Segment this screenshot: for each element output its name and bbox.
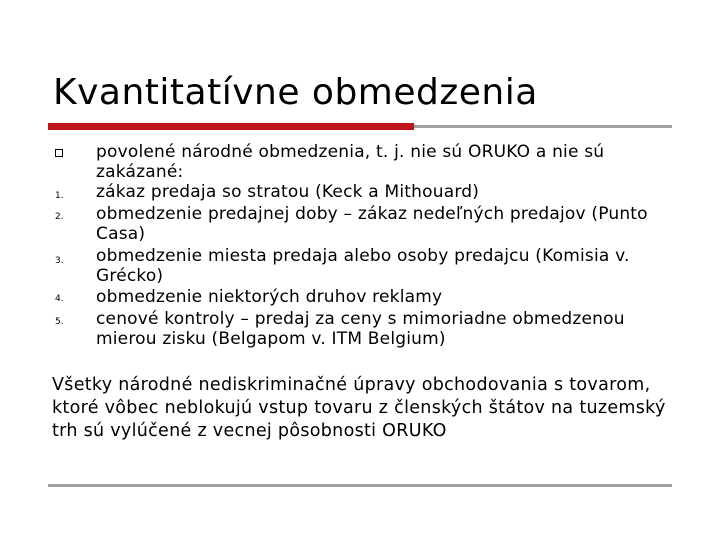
list-marker-4: 4. [55,294,64,304]
list-item-1: zákaz predaja so stratou (Keck a Mithouard) [96,182,480,202]
square-bullet-icon [55,149,63,157]
list-marker-5: 5. [55,317,64,327]
slide-title: Kvantitatívne obmedzenia [53,72,538,113]
bottom-rule [48,484,672,487]
list-item-intro: povolené národné obmedzenia, t. j. nie sú ORUKO a nie sú zakázané: [96,142,605,182]
list-marker-3: 3. [55,256,64,266]
list-item-2: obmedzenie predajnej doby – zákaz nedeľných predajov (Punto Casa) [96,204,648,244]
list-marker-2: 2. [55,212,64,222]
list-item-5: cenové kontroly – predaj za ceny s mimoriadne obmedzenou mierou zisku (Belgapom v. ITM Belgium) [96,309,625,349]
list-item-3: obmedzenie miesta predaja alebo osoby predajcu (Komisia v. Grécko) [96,246,630,286]
title-underline-red [48,123,414,130]
list-marker-1: 1. [55,191,64,201]
list-item-4: obmedzenie niektorých druhov reklamy [96,287,443,307]
summary-paragraph: Všetky národné nediskriminačné úpravy obchodovania s tovarom, ktoré vôbec neblokujú vstup tovaru z členských štátov na tuzemský trh sú vylúčené z vecnej pôsobnosti ORUKO [52,375,666,441]
